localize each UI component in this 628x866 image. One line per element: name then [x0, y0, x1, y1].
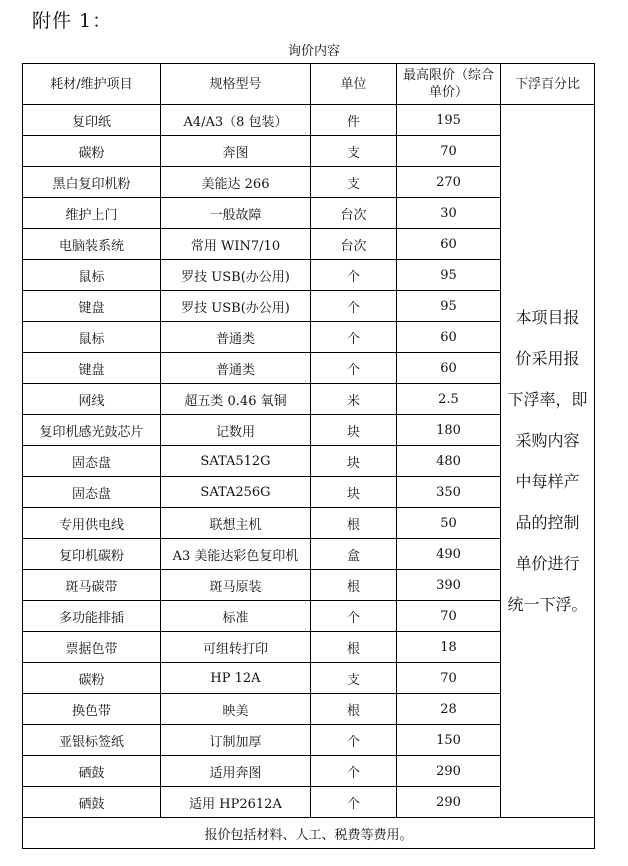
column-header-discount: 下浮百分比: [501, 64, 595, 105]
cell-spec: 美能达 266: [161, 167, 311, 198]
table-row: [23, 105, 595, 136]
cell-spec: 一般故障: [161, 198, 311, 229]
cell-max-price: 180: [397, 415, 501, 446]
cell-spec: 标准: [161, 601, 311, 632]
cell-unit: 支: [311, 663, 397, 694]
cell-item: 换色带: [23, 694, 161, 725]
cell-max-price: 60: [397, 229, 501, 260]
cell-item: 键盘: [23, 353, 161, 384]
column-header-unit: 单位: [311, 64, 397, 105]
cell-max-price: 70: [397, 601, 501, 632]
cell-item: 复印机感光鼓芯片: [23, 415, 161, 446]
cell-spec: 映美: [161, 694, 311, 725]
cell-item: 碳粉: [23, 136, 161, 167]
cell-spec: 订制加厚: [161, 725, 311, 756]
cell-max-price: 195: [397, 105, 501, 136]
cell-unit: 个: [311, 353, 397, 384]
cell-item: 复印纸: [23, 105, 161, 136]
cell-max-price: 50: [397, 508, 501, 539]
cell-unit: 台次: [311, 198, 397, 229]
cell-spec: 罗技 USB(办公用): [161, 260, 311, 291]
cell-max-price: 95: [397, 260, 501, 291]
table-header-row: [23, 64, 595, 105]
discount-note-line: 统一下浮。: [507, 595, 588, 614]
cell-max-price: 95: [397, 291, 501, 322]
cell-spec: 超五类 0.46 氧铜: [161, 384, 311, 415]
cell-unit: 支: [311, 167, 397, 198]
cell-unit: 件: [311, 105, 397, 136]
cell-item: 固态盘: [23, 477, 161, 508]
cell-max-price: 2.5: [397, 384, 501, 415]
cell-item: 硒鼓: [23, 787, 161, 818]
cell-unit: 根: [311, 570, 397, 601]
cell-max-price: 480: [397, 446, 501, 477]
cell-max-price: 490: [397, 539, 501, 570]
cell-spec: A3 美能达彩色复印机: [161, 539, 311, 570]
discount-note-line: 本项目报: [515, 308, 580, 327]
column-header-spec: 规格型号: [161, 64, 311, 105]
cell-spec: HP 12A: [161, 663, 311, 694]
cell-unit: 盒: [311, 539, 397, 570]
discount-note-line: 价采用报: [515, 349, 580, 368]
cell-max-price: 390: [397, 570, 501, 601]
cell-spec: 记数用: [161, 415, 311, 446]
cell-spec: 罗技 USB(办公用): [161, 291, 311, 322]
discount-note: [501, 105, 595, 818]
cell-spec: 奔图: [161, 136, 311, 167]
discount-note-line: 品的控制: [515, 513, 580, 532]
cell-item: 多功能排插: [23, 601, 161, 632]
discount-note-line: 采购内容: [515, 431, 580, 450]
cell-max-price: 28: [397, 694, 501, 725]
cell-spec: 普通类: [161, 353, 311, 384]
cell-item: 黑白复印机粉: [23, 167, 161, 198]
column-header-item: 耗材/维护项目: [23, 64, 161, 105]
cell-spec: 联想主机: [161, 508, 311, 539]
cell-item: 网线: [23, 384, 161, 415]
cell-max-price: 30: [397, 198, 501, 229]
cell-item: 碳粉: [23, 663, 161, 694]
cell-item: 斑马碳带: [23, 570, 161, 601]
cell-spec: 适用 HP2612A: [161, 787, 311, 818]
cell-max-price: 290: [397, 787, 501, 818]
discount-note-line: 中每样产: [515, 472, 580, 491]
quote-table: [22, 63, 595, 849]
cell-unit: 米: [311, 384, 397, 415]
cell-unit: 根: [311, 508, 397, 539]
cell-item: 复印机碳粉: [23, 539, 161, 570]
cell-unit: 台次: [311, 229, 397, 260]
cell-max-price: 350: [397, 477, 501, 508]
cell-unit: 块: [311, 477, 397, 508]
cell-max-price: 60: [397, 322, 501, 353]
cell-unit: 个: [311, 601, 397, 632]
cell-unit: 支: [311, 136, 397, 167]
cell-max-price: 270: [397, 167, 501, 198]
table-body: [23, 105, 595, 818]
cell-spec: SATA256G: [161, 477, 311, 508]
cell-item: 票据色带: [23, 632, 161, 663]
cell-spec: A4/A3（8 包装）: [161, 105, 311, 136]
cell-max-price: 290: [397, 756, 501, 787]
cell-item: 专用供电线: [23, 508, 161, 539]
discount-note-line: 下浮率，即: [507, 390, 588, 409]
discount-note-line: 单价进行: [515, 554, 580, 573]
cell-item: 硒鼓: [23, 756, 161, 787]
cell-spec: 常用 WIN7/10: [161, 229, 311, 260]
cell-spec: 可组转打印: [161, 632, 311, 663]
cell-unit: 个: [311, 725, 397, 756]
table-footer-row: [23, 818, 595, 849]
cell-unit: 块: [311, 415, 397, 446]
cell-item: 固态盘: [23, 446, 161, 477]
column-header-max-price: 最高限价（综合单价）: [397, 64, 501, 105]
cell-spec: 斑马原装: [161, 570, 311, 601]
cell-unit: 个: [311, 756, 397, 787]
cell-item: 亚银标签纸: [23, 725, 161, 756]
cell-unit: 块: [311, 446, 397, 477]
cell-max-price: 18: [397, 632, 501, 663]
cell-unit: 根: [311, 632, 397, 663]
cell-item: 鼠标: [23, 260, 161, 291]
cell-max-price: 150: [397, 725, 501, 756]
cell-max-price: 70: [397, 663, 501, 694]
table-subtitle: 询价内容: [287, 44, 340, 59]
cell-spec: 适用奔图: [161, 756, 311, 787]
attachment-label: 附件 1：: [32, 10, 113, 32]
cell-item: 维护上门: [23, 198, 161, 229]
cell-unit: 根: [311, 694, 397, 725]
table-footer-note: 报价包括材料、人工、税费等费用。: [23, 818, 595, 849]
cell-unit: 个: [311, 260, 397, 291]
cell-item: 鼠标: [23, 322, 161, 353]
cell-unit: 个: [311, 291, 397, 322]
cell-max-price: 60: [397, 353, 501, 384]
cell-item: 键盘: [23, 291, 161, 322]
cell-item: 电脑装系统: [23, 229, 161, 260]
cell-unit: 个: [311, 787, 397, 818]
cell-spec: SATA512G: [161, 446, 311, 477]
cell-max-price: 70: [397, 136, 501, 167]
cell-spec: 普通类: [161, 322, 311, 353]
cell-unit: 个: [311, 322, 397, 353]
